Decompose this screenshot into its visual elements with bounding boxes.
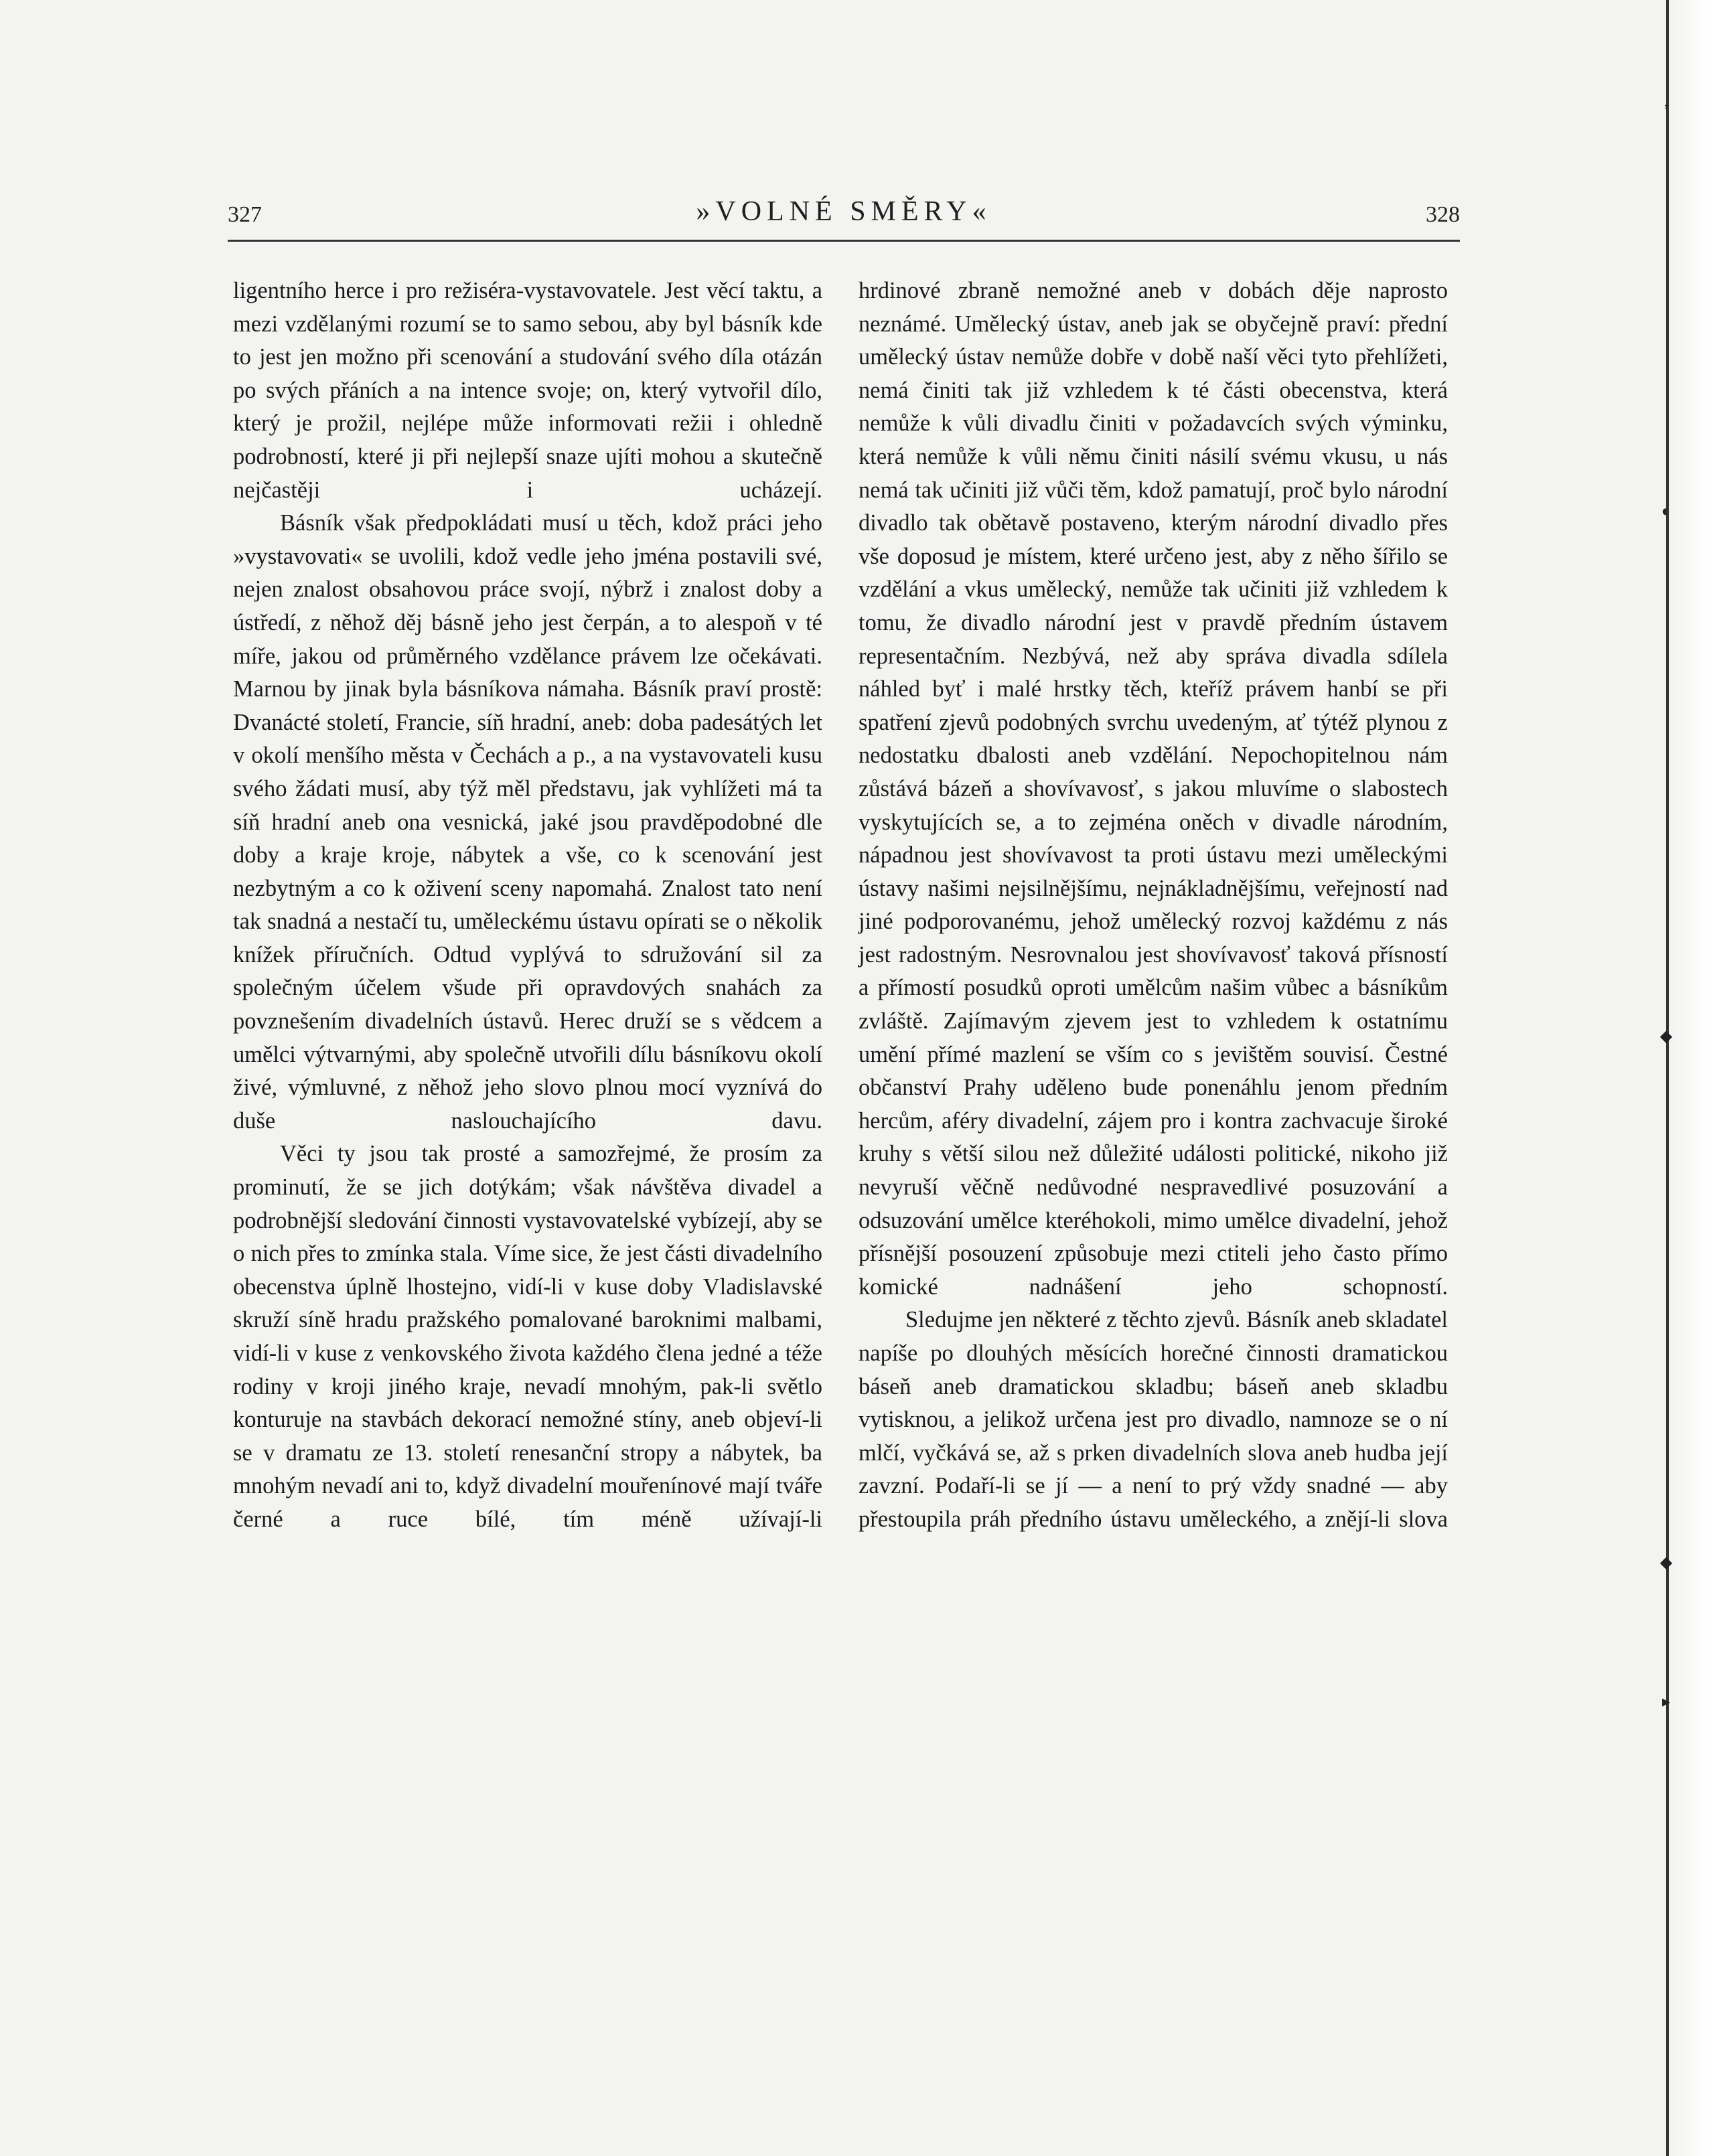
paragraph: hrdinové zbraně nemožné aneb v dobách děje naprosto neznámé. Umělecký ústav, aneb jak se obyčejně praví: přední umělecký ústav nemůže dobře v době naší věci tyto přehlížeti, nemá činiti tak již vzhledem k té části obecenstva, která nemůže k vůli divadlu činiti v požadavcích svých výminku, která nemůže k vůli němu činiti násilí svému vkusu, u nás nemá tak učiniti již vůči těm, kdož pamatují, proč bylo národní divadlo tak obětavě postaveno, kterým národní divadlo přes vše doposud je místem, které určeno jest, aby z něho šířilo se vzdělání a vkus umělecký, nemůže tak učiniti již vzhledem k tomu, že divadlo národní jest v pravdě předním ústavem representačním. Nezbývá, než aby správa divadla sdílela náhled byť i malé hrstky těch, kteříž právem hanbí se při spatření zjevů podobných svrchu uvedeným, ať týtéž plynou z nedostatku dbalosti aneb vzdělání. Nepochopitelnou nám zůstává bázeň a shovívavosť, s jakou mluvíme o slabostech vyskytujících se, a to zejména oněch v divadle národním, nápadnou jest shovívavost ta proti ústavu mezi uměleckými ústavy našimi nejsilnějšímu, nejnákladnějšímu, veřejností nad jiné podporovanému, jehož umělecký rozvoj každému z nás jest radostným. Nesrovnalou jest shovívavosť taková přísností a přímostí posudků oproti umělcům našim vůbec a básníkům zvláště. Zajímavým zjevem jest to vzhledem k ostatnímu umění přímé mazlení se vším co s jevištěm souvisí. Čestné občanství Prahy uděleno bude ponenáhlu jenom předním hercům, aféry divadelní, zájem pro i kontra zachvacuje široké kruhy s větší silou než důležité události politické, nikoho již nevyruší věčně nedůvodné nespravedlivé posuzování a odsuzování umělce kteréhokoli, mimo umělce divadelní, jehož přísnější posouzení způsobuje mezi ctiteli jeho často přímo komické nadnášení jeho schopností. <box>859 278 1448 1300</box>
edge-mark: ▸ <box>1661 1693 1671 1711</box>
right-column <box>859 275 1448 1537</box>
journal-title: »VOLNÉ SMĚRY« <box>696 196 992 227</box>
paragraph: ligentního herce i pro režiséra-vystavovatele. Jest věcí taktu, a mezi vzdělanými rozumí se to samo sebou, aby byl básník kde to jest jen možno při scenování a studování svého díla otázán po svých přáních a na intence svoje; on, který vytvořil dílo, který je prožil, nejlépe může informovati režii i ohledně podrobností, které ji při nejlepší snaze ujíti mohou a skutečně nejčastěji i ucházejí. <box>233 278 822 503</box>
page-number-left: 327 <box>228 202 262 227</box>
edge-mark: ◐ <box>1661 503 1671 520</box>
edge-mark: ◆ <box>1659 1554 1673 1571</box>
page-edge <box>1666 0 1669 2156</box>
page-fold <box>1669 0 1709 2156</box>
paragraph: Sledujme jen některé z těchto zjevů. Básník aneb skladatel napíše po dlouhých měsících horečné činnosti dramatickou báseň aneb dramatickou skladbu; báseň aneb skladbu vytisknou, a jelikož určena jest pro divadlo, namnoze se o ní mlčí, vyčkává se, až s prken divadelních slova aneb hudba její zavzní. Podaří-li se jí — a není to prý vždy snadné — aby přestoupila práh předního ústavu uměleckého, a znějí-li slova <box>859 1307 1448 1532</box>
paragraph: Věci ty jsou tak prosté a samozřejmé, že prosím za prominutí, že se jich dotýkám; však návštěva divadel a podrobnější sledování činnosti vystavovatelské vybízejí, aby se o nich přes to zmínka stala. Víme sice, že jest části divadelního obecenstva úplně lhostejno, vidí-li v kuse doby Vladislavské skruží síně hradu pražského pomalované baroknimi malbami, vidí-li v kuse z venkovského života každého člena jedné a téže rodiny v kroji jiného kraje, nevadí mnohým, pak-li světlo konturuje na stavbách dekorací nemožné stíny, aneb objeví-li se v dramatu ze 13. století renesanční stropy a nábytek, ba mnohým nevadí ani to, když divadelní mouřenínové mají tváře černé a ruce bílé, tím méně užívají-li <box>233 1141 822 1532</box>
page-header <box>228 196 1460 242</box>
paragraph: Básník však předpokládati musí u těch, kdož práci jeho »vystavovati« se uvolili, kdož vedle jeho jména postavili své, nejen znalost obsahovou práce svojí, nýbrž i znalost doby a ústředí, z něhož děj básně jeho jest čerpán, a to alespoň v té míře, jakou od průměrného vzdělance právem lze očekávati. Marnou by jinak byla básníkova námaha. Básník praví prostě: Dvanácté století, Francie, síň hradní, aneb: doba padesátých let v okolí menšího města v Čechách a p., a na vystavovateli kusu svého žádati musí, aby týž měl představu, jak vyhlížeti má ta síň hradní aneb ona vesnická, jaké jsou pravděpodobné dle doby a kraje kroje, nábytek a vše, co k scenování jest nezbytným a co k oživení sceny napomahá. Znalost tato není tak snadná a nestačí tu, uměleckému ústavu opírati se o několik knížek příručních. Odtud vyplývá to sdružování sil za společným účelem všude při opravdových snahách za povznešením divadelních ústavů. Herec druží se s vědcem a umělci výtvarnými, aby společně utvořili dílu básníkovu okolí živé, výmluvné, z něhož jeho slovo plnou mocí vyznívá do duše naslouchajícího davu. <box>233 510 822 1134</box>
header-rule <box>228 240 1460 242</box>
edge-mark: ◆ <box>1659 1028 1673 1045</box>
edge-mark: , <box>1664 93 1668 110</box>
left-column <box>233 275 822 1537</box>
page-number-right: 328 <box>1426 202 1460 227</box>
